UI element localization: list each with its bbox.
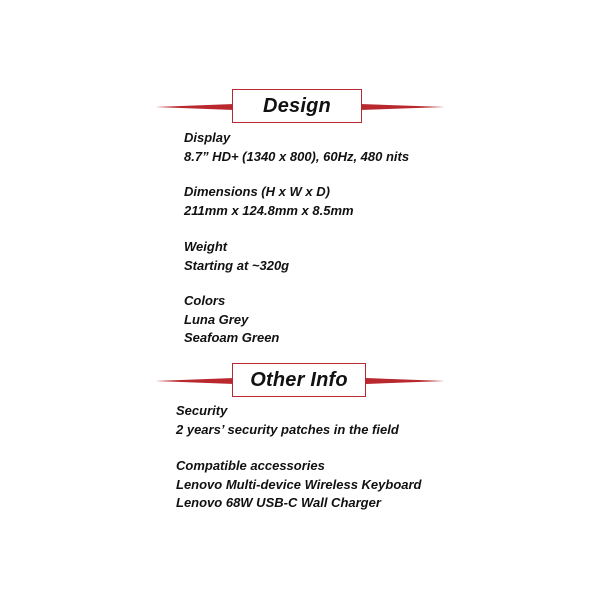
accessories-spec	[176, 457, 422, 513]
display-label: Display	[184, 130, 231, 145]
colors-value-luna-grey: Luna Grey	[184, 311, 249, 327]
dimensions-spec	[184, 183, 354, 220]
other-info-section-header	[150, 363, 450, 399]
dimensions-label: Dimensions (H x W x D)	[184, 184, 330, 199]
security-spec	[176, 402, 399, 439]
colors-label: Colors	[184, 293, 226, 308]
design-section-header	[150, 89, 450, 125]
design-title-box	[232, 89, 362, 123]
colors-value-seafoam-green: Seafoam Green	[184, 330, 280, 345]
weight-spec	[184, 238, 289, 275]
other-info-title-box	[232, 363, 366, 397]
accessories-label: Compatible accessories	[176, 458, 325, 473]
security-label: Security	[176, 403, 228, 418]
colors-spec	[184, 292, 279, 348]
display-value: 8.7” HD+ (1340 x 800), 60Hz, 480 nits	[184, 148, 410, 164]
accessories-value-keyboard: Lenovo Multi-device Wireless Keyboard	[176, 476, 422, 492]
dimensions-value: 211mm x 124.8mm x 8.5mm	[184, 202, 354, 218]
weight-value: Starting at ~320g	[184, 257, 290, 273]
design-section-title: Design	[263, 94, 331, 117]
weight-label: Weight	[184, 239, 228, 254]
security-value: 2 years’ security patches in the field	[176, 421, 399, 437]
display-spec	[184, 129, 409, 166]
other-info-section-title: Other Info	[250, 368, 348, 391]
accessories-value-charger: Lenovo 68W USB-C Wall Charger	[176, 495, 381, 510]
